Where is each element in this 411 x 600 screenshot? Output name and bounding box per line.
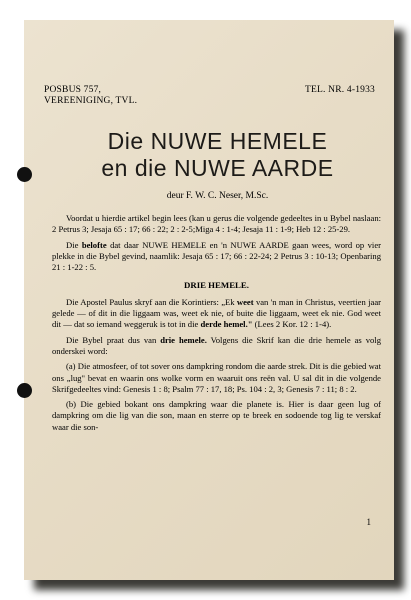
text-run: Die (66, 239, 82, 250)
address-line-2: VEREENIGING, TVL. (44, 96, 138, 106)
text-run: Volgens die Skrif kan die drie hemele as volg onderskei word: (52, 334, 381, 356)
text-run: Die Bybel praat dus van (66, 334, 161, 345)
paragraph-promise (52, 240, 381, 274)
bold-text: belofte (81, 239, 107, 250)
text-run: Die Apostel Paulus skryf aan die Korintiers: „Ek (66, 296, 237, 307)
paragraph-intro: Voordat u hierdie artikel begin lees (kan u gerus die volgende gedeeltes in u Bybel naslaan: 2 Petrus 3; Jesaja 65 : 17; 66 : 22; 2 : 2-5;Miga 4 : 1-4; Jesaja 11 : 1-9; Heb 12 : 25-29. (52, 213, 381, 235)
title-line-1: Die NUWE HEMELE (107, 128, 328, 154)
paragraph-three-heavens (52, 335, 381, 358)
address-line-1: POSBUS 757, (44, 85, 102, 95)
bold-text: derde hemel." (200, 319, 253, 330)
text-run: van 'n man in Christus, veertien jaar gelede — of dit in die liggaam was, weet ek nie, of buite die liggaam, weet ek nie. God weet dit — dat so iemand weggeruk is tot in die (52, 296, 381, 330)
paragraph-atmosphere: (a) Die atmosfeer, of tot sover ons dampkring rondom die aarde strek. Dit is die gebied wat ons „lug" bevat en waarin ons wolke vorm en waaruit ons reën val. U sal dit in die volgende Skrifgedeeltes vind: Genesis 1 : 8; Psalm 77 : 17, 18; Ps. 104 : 2, 3; Genesis 7 : 11; 8 : 2. (52, 361, 381, 394)
text-run: (Lees 2 Kor. 12 : 1-4). (252, 319, 332, 330)
title-line-2: en die NUWE AARDE (101, 155, 334, 181)
article-body (52, 213, 381, 437)
page-number: 1 (366, 517, 371, 527)
paragraph-planets: (b) Die gebied bokant ons dampkring waar die planete is. Hier is daar geen lug of dampkring om die lig van die son, maan en sterre op te breek en sodoende tog lig te verskaf waar die son- (52, 399, 381, 432)
text-run: dat daar NUWE HEMELE en 'n NUWE AARDE gaan wees, word op vier plekke in die Bybel gevind, naamlik: Jesaja 65 : 17; 66 : 22-24; 2 Petrus 3 : 10-13; Openbaring 21 : 1-22 : 5. (52, 239, 381, 273)
punch-hole-bottom (17, 383, 32, 398)
bold-text: drie hemele. (160, 334, 207, 345)
paragraph-paulus (52, 297, 381, 331)
telephone-number: TEL. NR. 4-1933 (304, 85, 375, 95)
address-header (44, 85, 383, 107)
author-byline: deur F. W. C. Neser, M.Sc. (166, 191, 269, 201)
document-title (24, 128, 411, 182)
bold-text: weet (236, 296, 254, 307)
section-heading: DRIE HEMELE. (183, 280, 249, 291)
